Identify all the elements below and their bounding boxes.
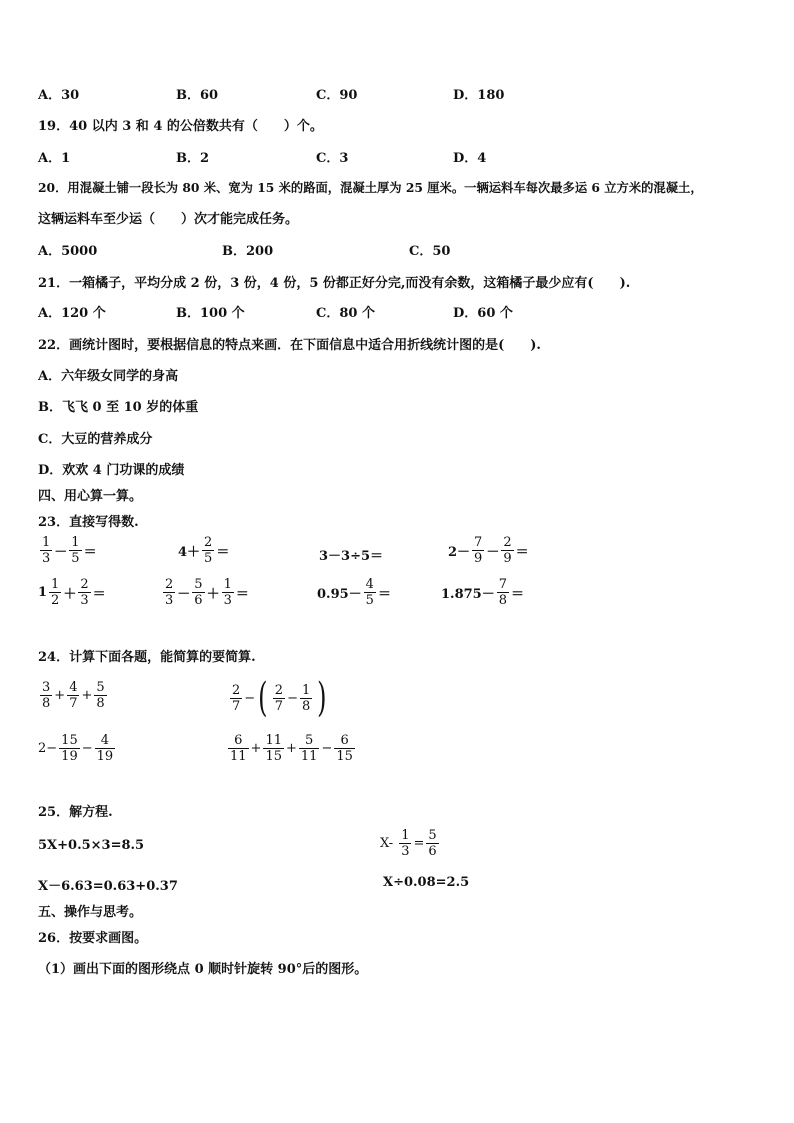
q19-option-c: C．3 — [316, 151, 349, 166]
q25-equation-3: X－6.63=0.63+0.37 — [38, 879, 178, 894]
fraction: $\frac{5}{6}$ — [428, 828, 437, 859]
q22-option-d: D．欢欢 4 门功课的成绩 — [38, 463, 185, 478]
fraction: $\frac{1}{3}$ — [401, 828, 410, 859]
q18-option-a: A．30 — [38, 88, 80, 103]
fraction: $\frac{4}{7}$ — [69, 680, 78, 711]
q23-expr-6: $\frac{2}{3}$ － $\frac{5}{6}$ ＋ $\frac{1}{3}$ ＝ — [165, 577, 249, 608]
q21-stem: 21．一箱橘子，平均分成 2 份，3 份，4 份，5 份都正好分完,而没有余数，这箱橘子最少应有( ). — [38, 276, 631, 291]
q19-stem: 19．40 以内 3 和 4 的公倍数共有（ ）个。 — [38, 119, 323, 134]
q25-equation-1: 5X+0.5×3=8.5 — [38, 838, 145, 853]
fraction: $\frac{2}{7}$ — [274, 682, 284, 714]
fraction: $\frac{5}{8}$ — [96, 680, 105, 711]
section-five-heading: 五、操作与思考。 — [38, 905, 143, 920]
q22-option-b: B．飞飞 0 至 10 岁的体重 — [38, 400, 199, 415]
q25-equation-2: X- $\frac{1}{3}$ = $\frac{5}{6}$ — [380, 828, 437, 859]
q19-option-d: D．4 — [453, 151, 487, 166]
fraction: $\frac{11}{15}$ — [265, 733, 282, 764]
fraction: $\frac{6}{15}$ — [336, 733, 353, 764]
q20-option-a: A．5000 — [38, 244, 98, 259]
q23-expr-3: 3－3÷5＝ — [319, 549, 384, 564]
left-parenthesis: ( — [258, 675, 268, 721]
q21-option-b: B．100 个 — [176, 306, 245, 321]
q22-option-c: C．大豆的营养成分 — [38, 432, 153, 447]
fraction: $\frac{1}{2}$ — [51, 577, 60, 608]
right-parenthesis: ) — [317, 675, 327, 721]
q19-option-a: A．1 — [38, 151, 71, 166]
mixed-number: 1 $\frac{1}{2}$ — [38, 577, 60, 608]
q21-option-d: D．60 个 — [453, 306, 513, 321]
q22-option-a: A．六年级女同学的身高 — [38, 369, 179, 384]
q18-option-c: C．90 — [316, 88, 358, 103]
q20-option-b: B．200 — [222, 244, 274, 259]
fraction: $\frac{4}{19}$ — [96, 733, 114, 764]
section-four-heading: 四、用心算一算。 — [38, 489, 143, 504]
q21-option-a: A．120 个 — [38, 306, 106, 321]
q23-expr-2: 4＋ $\frac{2}{5}$ ＝ — [178, 535, 230, 566]
fraction: $\frac{2}{5}$ — [204, 535, 213, 566]
fraction: $\frac{1}{8}$ — [301, 682, 311, 714]
q23-expr-5: 1 $\frac{1}{2}$ ＋ $\frac{2}{3}$ ＝ — [38, 577, 106, 608]
q25-title: 25．解方程. — [38, 805, 113, 820]
q23-expr-4: 2－ $\frac{7}{9}$ － $\frac{2}{9}$ ＝ — [448, 535, 529, 566]
fraction: $\frac{2}{9}$ — [503, 535, 512, 566]
q23-title: 23．直接写得数. — [38, 515, 139, 530]
fraction: $\frac{1}{3}$ — [223, 577, 232, 608]
fraction: $\frac{15}{19}$ — [61, 733, 78, 764]
q26-title: 26．按要求画图。 — [38, 931, 148, 946]
q24-expr-2: $\frac{2}{7}$ − ( $\frac{2}{7}$ − $\frac{1}{8}$ ) — [232, 675, 327, 721]
fraction: $\frac{2}{3}$ — [80, 577, 89, 608]
q20-option-c: C．50 — [409, 244, 451, 259]
fraction: $\frac{3}{8}$ — [42, 680, 51, 711]
q24-expr-4: $\frac{6}{11}$ + $\frac{11}{15}$ + $\frac{5}{11}$ − $\frac{6}{15}$ — [230, 733, 353, 764]
fraction: $\frac{5}{11}$ — [300, 733, 318, 764]
fraction: $\frac{4}{5}$ — [365, 577, 374, 608]
fraction: $\frac{2}{7}$ — [232, 682, 241, 714]
fraction: $\frac{1}{5}$ — [71, 535, 80, 566]
fraction: $\frac{1}{3}$ — [42, 535, 51, 566]
q26-subquestion-1: （1）画出下面的图形绕点 0 顺时针旋转 90°后的图形。 — [38, 962, 368, 977]
fraction: $\frac{6}{11}$ — [230, 733, 247, 764]
q24-title: 24．计算下面各题，能简算的要简算. — [38, 650, 256, 665]
fraction: $\frac{7}{9}$ — [474, 535, 483, 566]
q19-option-b: B．2 — [176, 151, 210, 166]
fraction: $\frac{5}{6}$ — [194, 577, 203, 608]
q23-expr-8: 1.875－ $\frac{7}{8}$ ＝ — [441, 577, 525, 608]
fraction: $\frac{7}{8}$ — [498, 577, 507, 608]
q18-option-b: B．60 — [176, 88, 219, 103]
q18-option-d: D．180 — [453, 88, 505, 103]
q24-expr-1: $\frac{3}{8}$ + $\frac{4}{7}$ + $\frac{5}{8}$ — [42, 680, 105, 711]
q21-option-c: C．80 个 — [316, 306, 375, 321]
q22-stem: 22．画统计图时，要根据信息的特点来画．在下面信息中适合用折线统计图的是( ). — [38, 338, 541, 353]
q23-expr-1: $\frac{1}{3}$ － $\frac{1}{5}$ ＝ — [42, 535, 97, 566]
q20-stem-line2: 这辆运料车至少运（ ）次才能完成任务。 — [38, 212, 299, 227]
q20-stem-line1: 20．用混凝土铺一段长为 80 米、宽为 15 米的路面，混凝土厚为 25 厘米。一辆运料车每次最多运 6 立方米的混凝土， — [38, 180, 703, 195]
fraction: $\frac{2}{3}$ — [165, 577, 174, 608]
q25-equation-4: X÷0.08=2.5 — [383, 875, 470, 890]
q24-expr-3: 2− $\frac{15}{19}$ − $\frac{4}{19}$ — [38, 733, 114, 764]
q23-expr-7: 0.95－ $\frac{4}{5}$ ＝ — [317, 577, 391, 608]
